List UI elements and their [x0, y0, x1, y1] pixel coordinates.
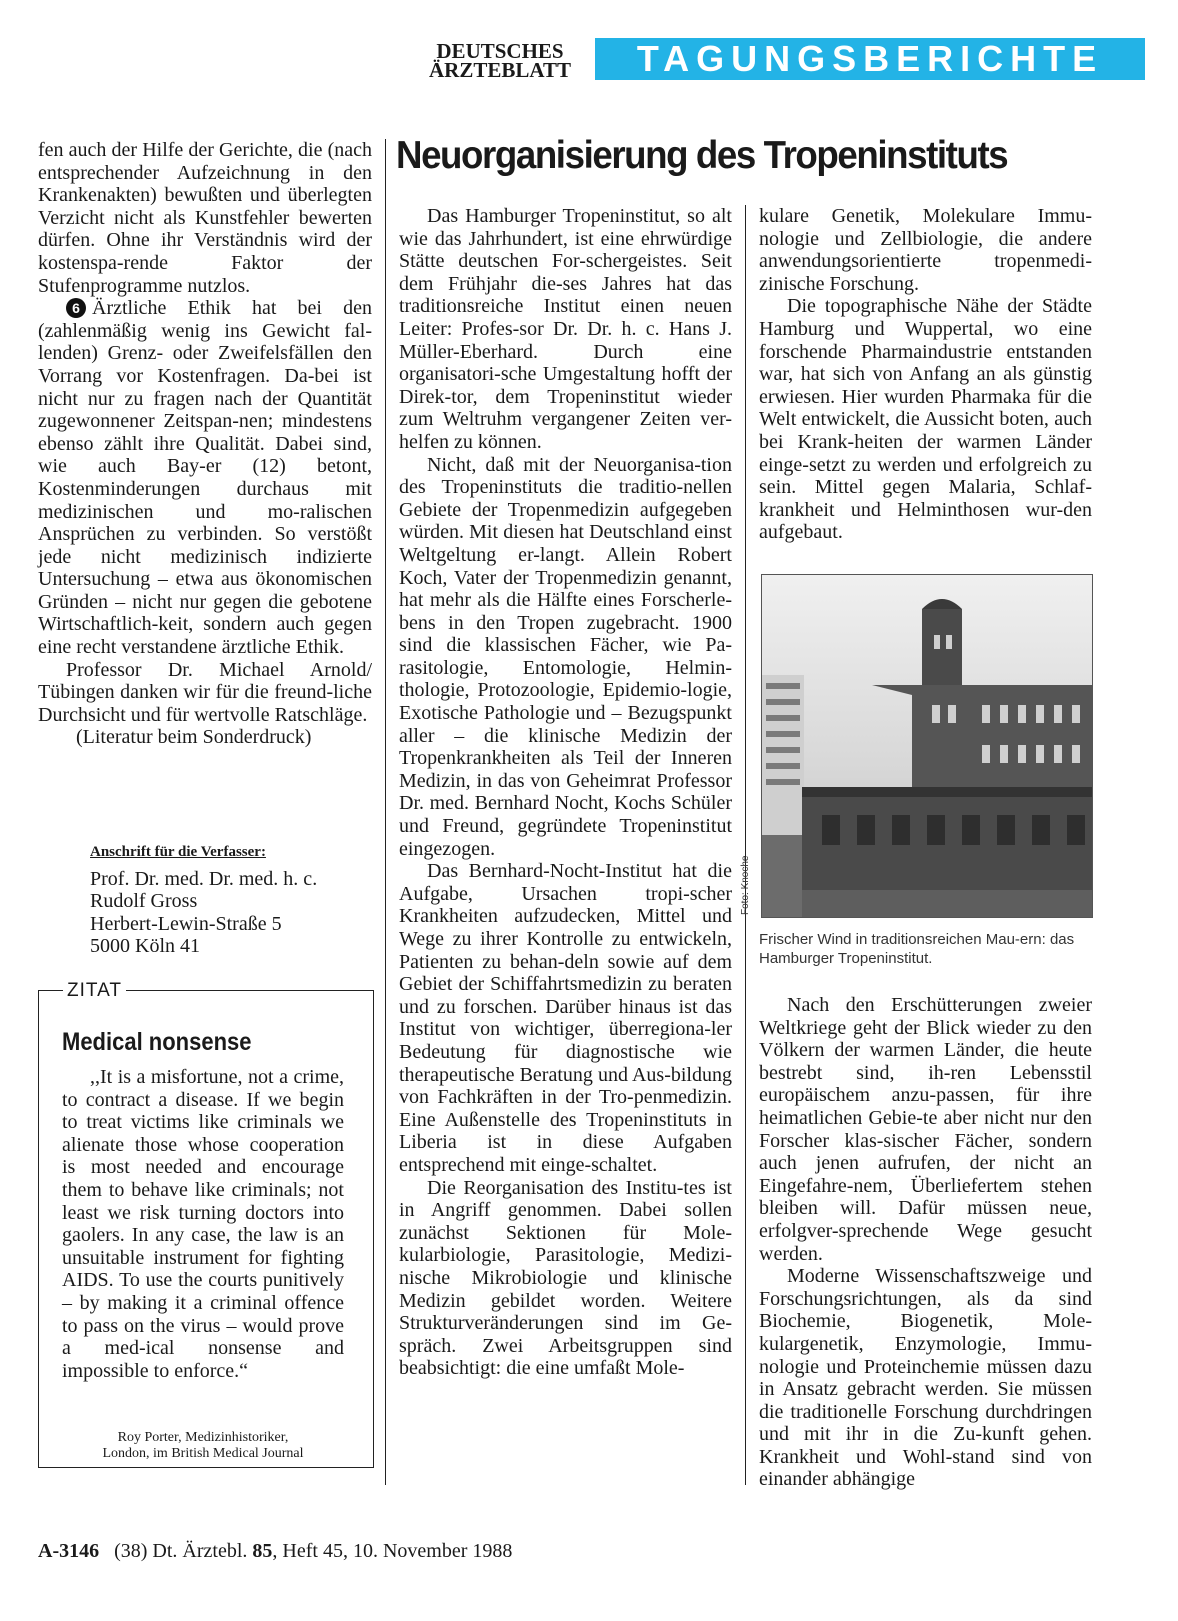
- article-headline: Neuorganisierung des Tropeninstituts: [396, 134, 1008, 177]
- journal-logo: [412, 39, 588, 82]
- issue-date: , Heft 45, 10. November 1988: [272, 1540, 513, 1562]
- address-line: 5000 Köln 41: [90, 935, 200, 958]
- building-photo: [761, 574, 1093, 918]
- item-number: 6: [66, 298, 86, 318]
- paragraph: kulare Genetik, Molekulare Immu-nologie und Zellbiologie, die andere anwendungsorientierte tropenmedi-zinische Forschung.: [759, 205, 1092, 295]
- page-footer: [38, 1540, 512, 1563]
- photo-caption: Frischer Wind in traditionsreichen Mau-ern: das Hamburger Tropeninstitut.: [759, 931, 1075, 967]
- paragraph: Nach den Erschütterungen zweier Weltkriege geht der Blick wieder zu den Völkern der warmen Länder, die heute bestrebt sind, ih-ren Lebensstil europäischem anzu-passen, für ihre heimatlichen Gebie-te aber nicht nur den Forscher klas-sischer Fächer, sondern auch jenen aufrufen, der nicht an Eingefahre-nem, Überliefertem stehen bleiben will. Dafür müssen neue, erfolgver-sprechende Wege gesucht werden.: [759, 994, 1092, 1265]
- page-id: A-3146: [38, 1540, 100, 1562]
- article-column-3: [759, 205, 1092, 544]
- paragraph: fen auch der Hilfe der Gerichte, die (nach entsprechender Aufzeichnung in den Krankenakten) bewußten und überlegten Verzicht nicht als Kunstfehler bewerten dürfen. Ohne ihr Verständnis wird der kostenspa-rende Faktor der Stufenprogramme nutzlos.: [38, 139, 372, 297]
- quote-box-label: ZITAT: [63, 980, 126, 1002]
- quote-source: [62, 1430, 344, 1462]
- source-line: London, im British Medical Journal: [102, 1446, 304, 1461]
- paragraph: Das Bernhard-Nocht-Institut hat die Aufgabe, Ursachen tropi-scher Krankheiten aufzudecken, Mittel und Wege zu ihrer Kontrolle zu entwickeln, Patienten zu behan-deln sowie auf dem Gebiet der Schiffahrtsmedizin zu beraten und zu forschen. Darüber hinaus ist das Institut von wichtiger, überregiona-ler Bedeutung für diagnostische wie therapeutische Beratung und Aus-bildung von Fachkräften in der Tro-penmedizin. Eine Außenstelle des Tropeninstituts in Liberia ist in diese Aufgaben entsprechend mit einge-schaltet.: [399, 860, 732, 1176]
- quote-text: ,,It is a misfortune, not a crime, to contract a disease. If we begin to treat victims like criminals we alienate those whose cooperation is most needed and encourage them to behave like criminals; not least we risk turning doctors into gaolers. In any case, the law is an unsuitable instrument for fighting AIDS. To use the courts punitively – by making it a criminal offence to pass on the virus – would prove a med-ical nonsense and impossible to enforce.“: [62, 1066, 344, 1382]
- paragraph: Die topographische Nähe der Städte Hamburg und Wuppertal, wo eine forschende Pharmaindustrie entstanden war, hat sich von Anfang an als günstig erwiesen. Hier wurden Pharmaka für die Welt entwickelt, die Aussicht boten, auch bei Krank-heiten der warmen Länder einge-setzt zu werden und erfolgreich zu sein. Mittel gegen Malaria, Schlaf-krankheit und Helminthosen wur-den aufgebaut.: [759, 295, 1092, 544]
- column-divider: [745, 205, 746, 1485]
- author-address: [90, 841, 380, 958]
- volume: 85: [252, 1540, 273, 1562]
- section-banner: TAGUNGSBERICHTE: [595, 38, 1145, 80]
- journal-ref: (38) Dt. Ärztebl.: [114, 1540, 248, 1562]
- address-label: Anschrift für die Verfasser:: [90, 844, 266, 860]
- article-column-2: [399, 205, 732, 1380]
- column-divider: [385, 139, 386, 1485]
- brand-line-2: ÄRZTEBLATT: [429, 58, 571, 82]
- paragraph: Die Reorganisation des Institu-tes ist in Angriff genommen. Dabei sollen zunächst Sektionen für Mole-kularbiologie, Parasitologie, Medizi-nische Mikrobiologie und klinische Medizin gebildet worden. Weitere Strukturveränderungen sind im Ge-spräch. Zwei Arbeitsgruppen sind beabsichtigt: die eine umfaßt Mole-: [399, 1176, 732, 1380]
- address-line: Prof. Dr. med. Dr. med. h. c.: [90, 867, 318, 890]
- paragraph: Das Hamburger Tropeninstitut, so alt wie das Jahrhundert, ist eine ehrwürdige Stätte deutschen For-schergeistes. Seit dem Frühjahr die-ses Jahres hat das traditionsreiche Institut einen neuen Leiter: Profes-sor Dr. Dr. h. c. Hans J. Müller-Eberhard. Durch eine organisatori-sche Umgestaltung hofft der Direk-tor, dem Tropeninstitut wieder zum Weltruhm vergangener Zeiten ver-helfen zu können.: [399, 205, 732, 453]
- address-line: Rudolf Gross: [90, 890, 198, 913]
- building-illustration: [762, 575, 1092, 917]
- article-column-3-continued: [759, 994, 1092, 1491]
- paragraph: (Literatur beim Sonderdruck): [76, 726, 312, 749]
- brand-line-1: DEUTSCHES: [436, 39, 564, 63]
- photo-credit: Foto: Knoche: [740, 855, 751, 915]
- masthead: [412, 38, 1145, 80]
- source-line: Roy Porter, Medizinhistoriker,: [117, 1430, 289, 1445]
- paragraph: Moderne Wissenschaftszweige und Forschungsrichtungen, als da sind Biochemie, Biogenetik, Mole-kulargenetik, Enzymologie, Immu-nologie und Proteinchemie müssen dazu in Ansatz gebracht werden. Sie müssen die traditionelle Forschung durchdringen und mit ihr in die Zu-kunft gehen. Krankheit und Wohl-stand sind von einander abhängige: [759, 1265, 1092, 1491]
- quote-title: Medical nonsense: [62, 1028, 252, 1056]
- paragraph: [38, 297, 372, 659]
- paragraph-text: Ärztliche Ethik hat bei den (zahlenmäßig wenig ins Gewicht fal-lenden) Grenz- oder Zweifelsfällen den Vorrang vor Kostenfragen. Da-bei ist nicht nur zu fragen nach der Quantität zugewonnener Zeitspan-nen; mindestens ebenso zählt ihre Qualität. Dabei sind, wie auch Bay-er (12) betont, Kostenminderungen durchaus mit medizinischen und mo-ralischen Ansprüchen zu verbinden. So verstößt jede nicht medizinisch indizierte Untersuchung – etwa aus ökonomischen Gründen – nicht nur gegen die gebotene Wirtschaftlich-keit, sondern auch gegen eine recht verstandene ärztliche Ethik.: [38, 297, 372, 659]
- paragraph: Nicht, daß mit der Neuorganisa-tion des Tropeninstituts die traditio-nellen Gebiete der Tropenmedizin aufgegeben würden. Mit diesen hat Deutschland einst Weltgeltung er-langt. Allein Robert Koch, Vater der Tropenmedizin genannt, hat mehr als die Hälfte eines Forscherle-bens in den Tropen zugebracht. 1900 sind die klassischen Fächer, wie Pa-rasitologie, Entomologie, Helmin-thologie, Protozoologie, Epidemio-logie, Exotische Pathologie und – Bezugspunkt aller – die klinische Medizin der Tropenkrankheiten als Teil der Inneren Medizin, in das von Geheimrat Professor Dr. med. Bernhard Nocht, Kochs Schüler und Freund, gegründete Tropeninstitut eingezogen.: [399, 453, 732, 860]
- paragraph: Professor Dr. Michael Arnold/ Tübingen danken wir für die freund-liche Durchsicht und für wertvolle Ratschläge.: [38, 658, 372, 726]
- left-column: [38, 139, 372, 749]
- address-line: Herbert-Lewin-Straße 5: [90, 912, 282, 935]
